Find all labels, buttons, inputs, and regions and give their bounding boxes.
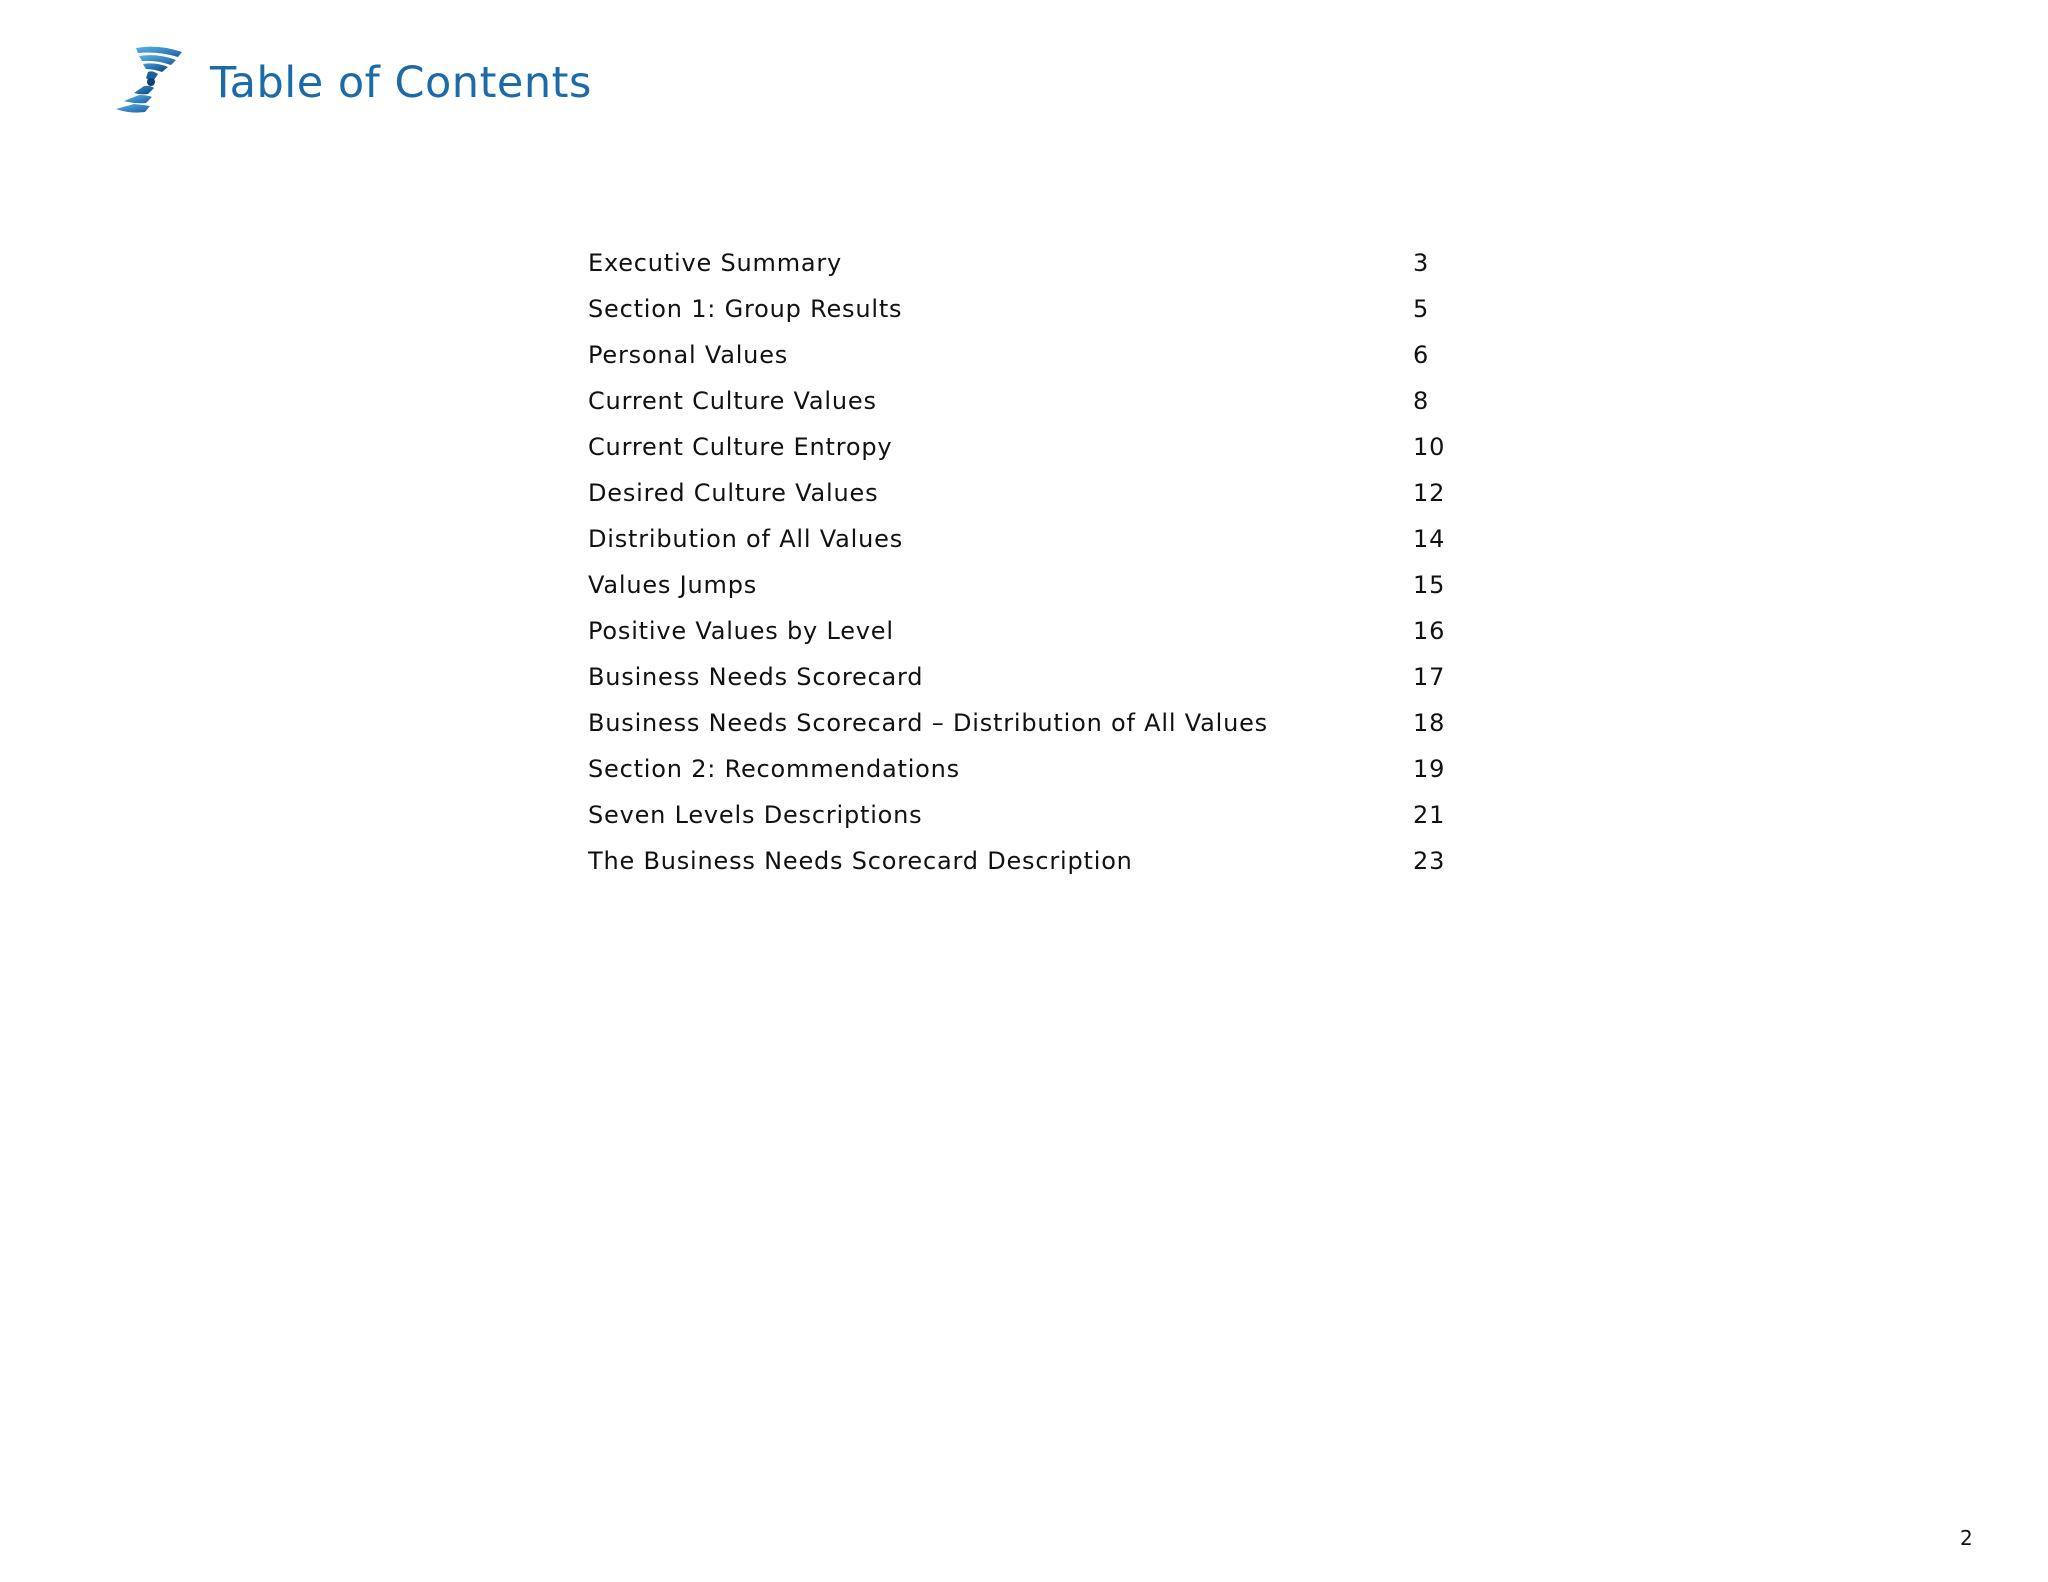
toc-entry-title: Current Culture Entropy <box>588 433 893 461</box>
toc-entry[interactable] <box>588 424 1468 470</box>
toc-entry-page: 21 <box>1413 801 1446 829</box>
toc-entry-title: The Business Needs Scorecard Description <box>588 847 1133 875</box>
page-title: Table of Contents <box>210 58 592 108</box>
toc-entry-page: 8 <box>1413 387 1430 415</box>
toc-entry-title: Section 1: Group Results <box>588 295 903 323</box>
toc-entry-title: Positive Values by Level <box>588 617 894 645</box>
toc-entry[interactable] <box>588 516 1468 562</box>
toc-entry-page: 5 <box>1413 295 1430 323</box>
toc-entry[interactable] <box>588 332 1468 378</box>
toc-entry-title: Seven Levels Descriptions <box>588 801 923 829</box>
toc-entry-page: 17 <box>1413 663 1446 691</box>
page-number: 2 <box>1960 1526 1973 1550</box>
toc-entry-page: 3 <box>1413 249 1430 277</box>
toc-entry-page: 6 <box>1413 341 1430 369</box>
toc-entry[interactable] <box>588 286 1468 332</box>
toc-entry[interactable] <box>588 838 1468 884</box>
toc-entry-title: Current Culture Values <box>588 387 877 415</box>
toc-entry-page: 14 <box>1413 525 1446 553</box>
table-of-contents <box>588 240 1468 884</box>
toc-entry-title: Distribution of All Values <box>588 525 903 553</box>
toc-entry[interactable] <box>588 746 1468 792</box>
toc-entry-page: 19 <box>1413 755 1446 783</box>
toc-entry-page: 12 <box>1413 479 1446 507</box>
toc-entry[interactable] <box>588 240 1468 286</box>
toc-entry[interactable] <box>588 654 1468 700</box>
toc-entry-title: Values Jumps <box>588 571 758 599</box>
toc-entry-title: Desired Culture Values <box>588 479 879 507</box>
toc-entry[interactable] <box>588 378 1468 424</box>
toc-entry[interactable] <box>588 562 1468 608</box>
toc-entry[interactable] <box>588 792 1468 838</box>
toc-entry-page: 23 <box>1413 847 1446 875</box>
toc-entry-title: Personal Values <box>588 341 789 369</box>
toc-entry[interactable] <box>588 700 1468 746</box>
toc-entry-title: Section 2: Recommendations <box>588 755 960 783</box>
logo-icon <box>114 44 186 120</box>
toc-entry[interactable] <box>588 470 1468 516</box>
toc-entry-page: 18 <box>1413 709 1446 737</box>
toc-entry-page: 10 <box>1413 433 1446 461</box>
toc-entry-title: Business Needs Scorecard <box>588 663 924 691</box>
toc-entry[interactable] <box>588 608 1468 654</box>
toc-entry-page: 15 <box>1413 571 1446 599</box>
toc-entry-page: 16 <box>1413 617 1446 645</box>
toc-entry-title: Executive Summary <box>588 249 843 277</box>
toc-entry-title: Business Needs Scorecard – Distribution of All Values <box>588 709 1268 737</box>
